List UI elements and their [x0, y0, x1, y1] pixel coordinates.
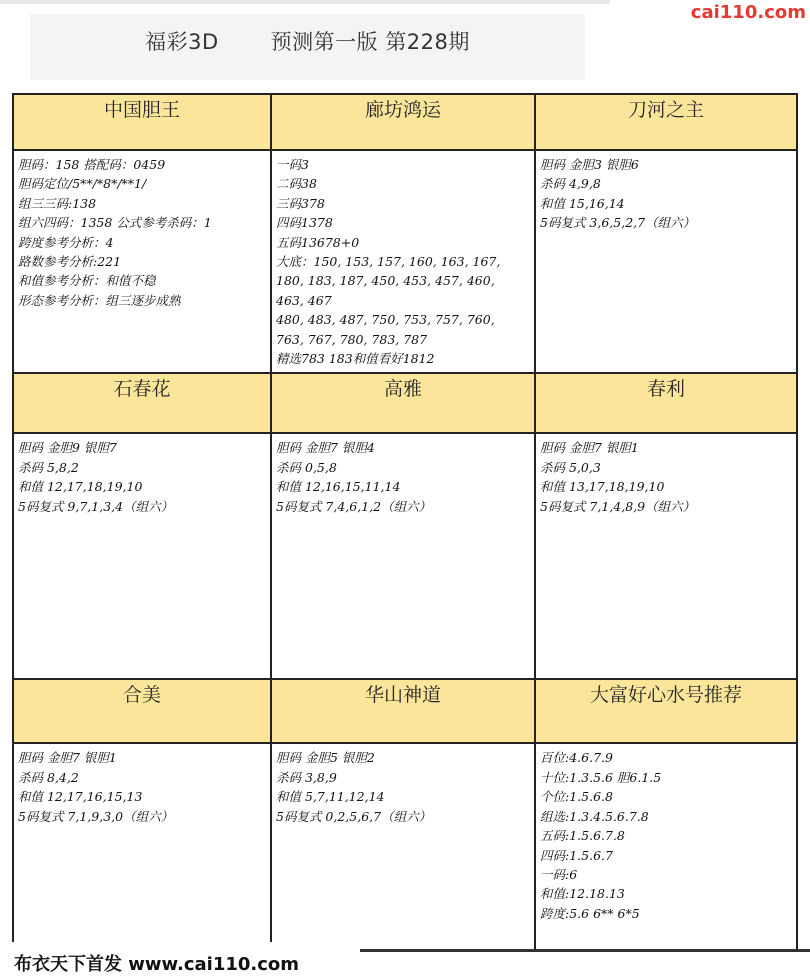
prediction-line: 杀码 4,9,8 — [540, 176, 601, 192]
prediction-line: 5码复式 7,4,6,1,2（组六） — [276, 498, 432, 514]
prediction-line: 和值 12,17,16,15,13 — [18, 789, 143, 805]
prediction-line: 和值 12,16,15,11,14 — [276, 479, 401, 495]
prediction-line: 763, 767, 780, 783, 787 — [276, 331, 428, 347]
prediction-grid — [12, 93, 798, 951]
prediction-line: 胆码 金胆3 银胆6 — [540, 157, 639, 172]
prediction-line: 四码1378 — [276, 215, 333, 231]
prediction-line: 和值 5,7,11,12,14 — [276, 789, 385, 805]
expert-name: 中国胆王 — [13, 94, 271, 150]
body-row-1 — [13, 150, 797, 373]
prediction-line: 和值参考分析：和值不稳 — [18, 273, 156, 289]
expert-name: 石春花 — [13, 373, 271, 433]
header-row-2 — [13, 373, 797, 433]
prediction-line: 180, 183, 187, 450, 453, 457, 460, — [276, 273, 495, 289]
prediction-line: 一码:6 — [540, 866, 578, 882]
title-issue: 第228期 — [385, 30, 470, 54]
prediction-line: 和值 15,16,14 — [540, 195, 625, 211]
prediction-line: 胆码 金胆7 银胆4 — [276, 440, 375, 456]
prediction-cell — [271, 150, 535, 373]
expert-name: 大富好心水号推荐 — [535, 679, 797, 743]
prediction-line: 胆码 金胆7 银胆1 — [18, 750, 117, 766]
prediction-line: 胆码定位/5**/*8*/**1/ — [18, 176, 147, 192]
prediction-line: 精选783 183和值看好1812 — [276, 351, 435, 367]
prediction-line: 五码:1.5.6.7.8 — [540, 828, 625, 844]
prediction-line: 跨度:5.6 6** 6*5 — [540, 905, 640, 921]
expert-name: 春利 — [535, 373, 797, 433]
prediction-line: 组六四码：1358 公式参考杀码：1 — [18, 215, 212, 231]
prediction-line: 跨度参考分析：4 — [18, 234, 114, 250]
prediction-line: 5码复式 9,7,1,3,4（组六） — [18, 498, 174, 514]
page-title — [30, 26, 585, 56]
prediction-line: 路数参考分析:221 — [18, 254, 122, 270]
body-row-3 — [13, 743, 797, 950]
title-lottery: 福彩3D — [145, 30, 219, 54]
prediction-line: 5码复式 7,1,9,3,0（组六） — [18, 808, 174, 824]
prediction-line: 480, 483, 487, 750, 753, 757, 760, — [276, 312, 495, 328]
expert-name: 合美 — [13, 679, 271, 743]
expert-name: 高雅 — [271, 373, 535, 433]
prediction-line: 组选:1.3.4.5.6.7.8 — [540, 808, 649, 824]
prediction-line: 5码复式 0,2,5,6,7（组六） — [276, 808, 432, 824]
prediction-line: 四码:1.5.6.7 — [540, 847, 613, 863]
prediction-line: 组三三码:138 — [18, 195, 97, 211]
top-divider — [0, 0, 610, 4]
expert-name: 华山神道 — [271, 679, 535, 743]
prediction-line: 百位:4.6.7.9 — [540, 750, 613, 766]
expert-name: 廊坊鸿运 — [271, 94, 535, 150]
prediction-line: 大底：150, 153, 157, 160, 163, 167, — [276, 254, 501, 270]
prediction-line: 杀码 3,8,9 — [276, 769, 337, 785]
prediction-cell — [535, 743, 797, 950]
prediction-line: 杀码 8,4,2 — [18, 769, 79, 785]
prediction-cell — [13, 150, 271, 373]
prediction-line: 五码13678+0 — [276, 234, 360, 250]
prediction-line: 十位:1.3.5.6 胆6.1.5 — [540, 769, 662, 785]
prediction-line: 胆码 金胆5 银胆2 — [276, 750, 375, 766]
header-row-3 — [13, 679, 797, 743]
prediction-line: 二码38 — [276, 176, 317, 192]
prediction-cell — [13, 743, 271, 950]
footer-credit: 布衣天下首发 www.cai110.com — [14, 954, 300, 975]
prediction-line: 胆码：158 搭配码：0459 — [18, 157, 166, 172]
title-edition: 预测第一版 — [270, 30, 379, 54]
prediction-cell — [13, 433, 271, 679]
prediction-cell — [535, 433, 797, 679]
prediction-cell — [271, 743, 535, 950]
prediction-line: 三码378 — [276, 195, 325, 211]
prediction-line: 胆码 金胆9 银胆7 — [18, 440, 117, 456]
prediction-line: 杀码 0,5,8 — [276, 459, 337, 475]
prediction-line: 个位:1.5.6.8 — [540, 789, 613, 805]
footer-divider — [360, 949, 810, 952]
prediction-line: 形态参考分析：组三逐步成熟 — [18, 292, 181, 308]
prediction-cell — [535, 150, 797, 373]
prediction-line: 和值 12,17,18,19,10 — [18, 479, 143, 495]
expert-name: 刀河之主 — [535, 94, 797, 150]
prediction-line: 杀码 5,0,3 — [540, 459, 601, 475]
prediction-line: 和值 13,17,18,19,10 — [540, 479, 665, 495]
prediction-line: 和值:12.18.13 — [540, 886, 625, 902]
prediction-line: 5码复式 3,6,5,2,7（组六） — [540, 215, 696, 231]
prediction-line: 5码复式 7,1,4,8,9（组六） — [540, 498, 696, 514]
prediction-cell — [271, 433, 535, 679]
header-row-1 — [13, 94, 797, 150]
prediction-line: 杀码 5,8,2 — [18, 459, 79, 475]
body-row-2 — [13, 433, 797, 679]
prediction-line: 胆码 金胆7 银胆1 — [540, 440, 639, 456]
prediction-line: 463, 467 — [276, 292, 332, 308]
prediction-line: 一码3 — [276, 157, 309, 172]
site-watermark: cai110.com — [690, 2, 806, 23]
